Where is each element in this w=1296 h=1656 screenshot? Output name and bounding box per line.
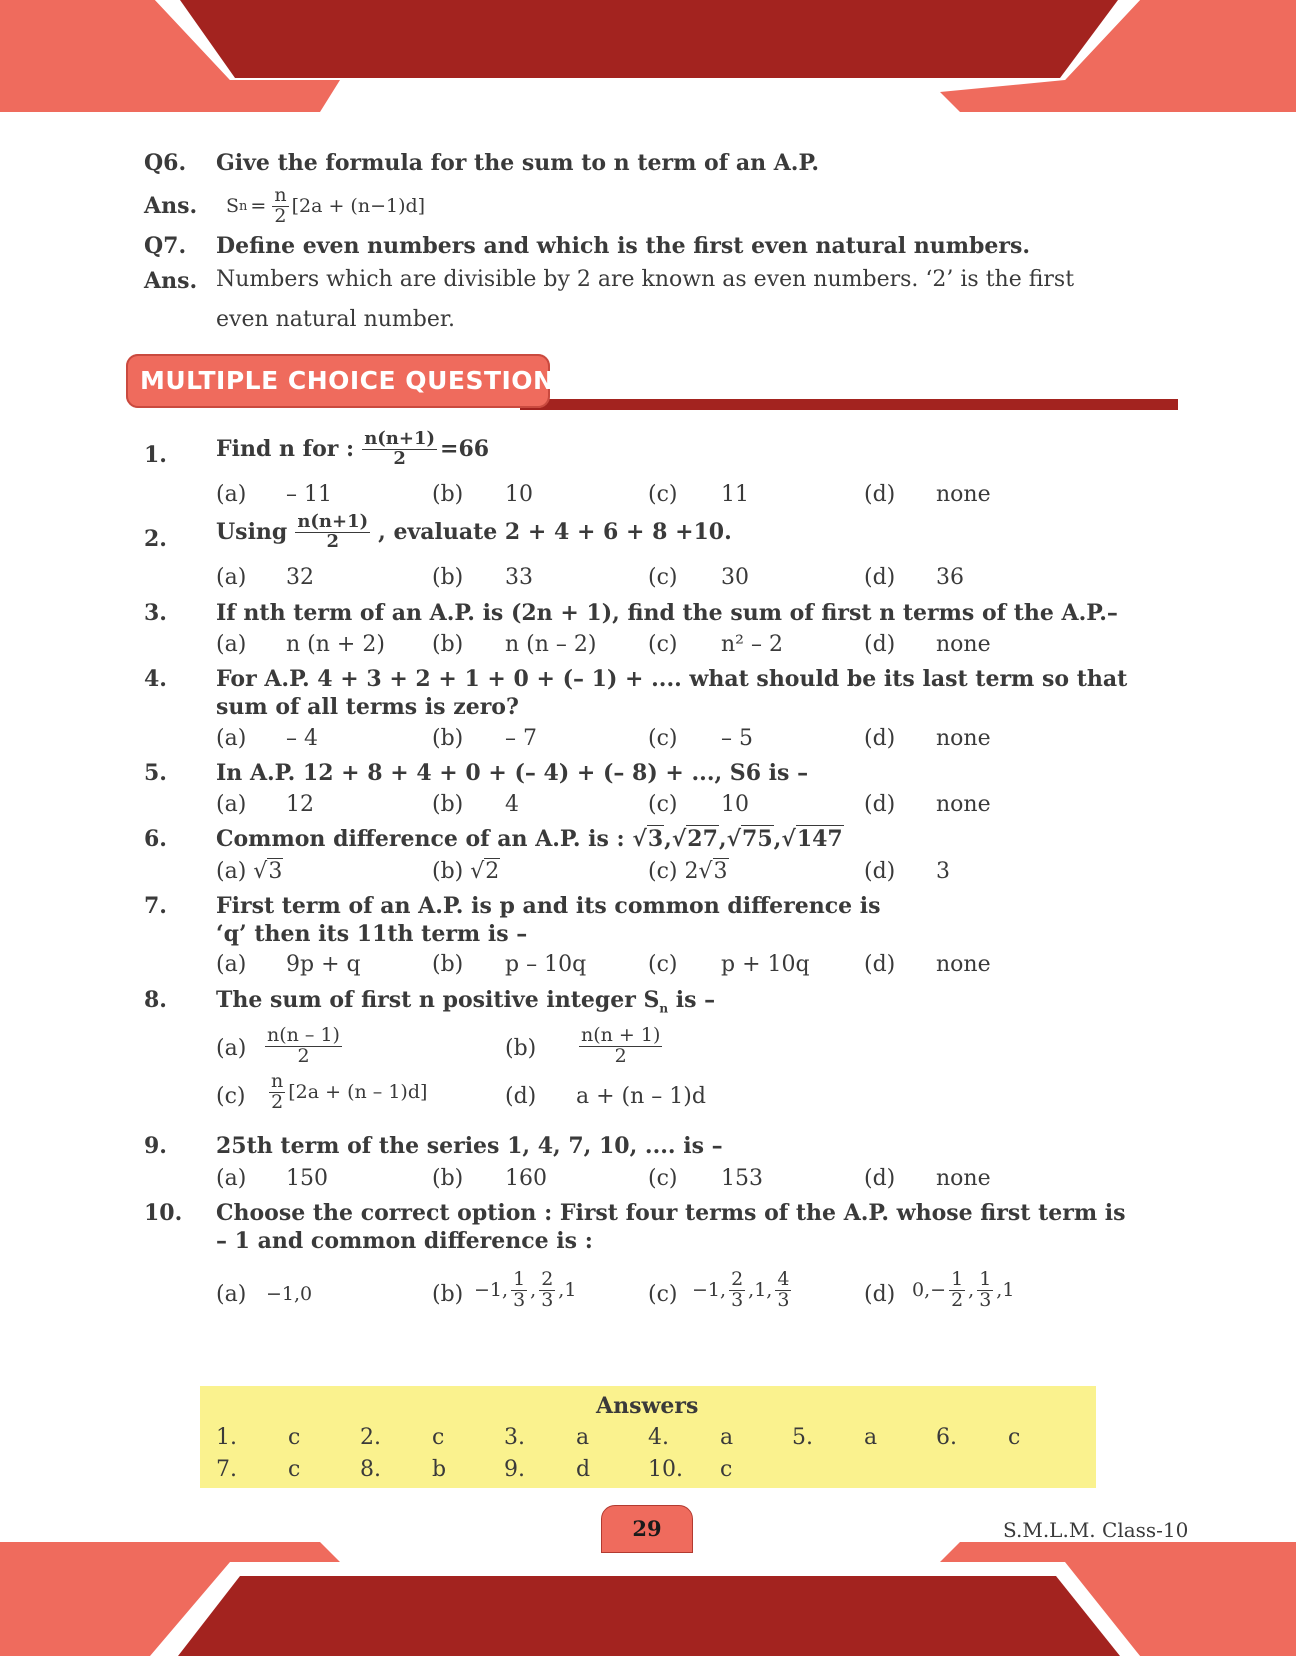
seq-text: ,1 — [996, 1279, 1015, 1302]
option-b-value: 160 — [505, 1166, 547, 1191]
option-label: (b) — [432, 859, 464, 884]
answer-num: 8. — [360, 1457, 381, 1482]
fraction-num: 1 — [513, 1268, 526, 1290]
fraction-num: 2 — [541, 1268, 554, 1290]
option-b-value: 4 — [505, 792, 519, 817]
question-text: In A.P. 12 + 8 + 4 + 0 + (– 4) + (– 8) + ..., S6 is – — [216, 760, 809, 786]
option-a-fraction — [262, 1026, 345, 1067]
question-number: 8. — [144, 987, 167, 1013]
option-b-label: (b) — [432, 482, 464, 507]
answer-letter: c — [432, 1425, 445, 1450]
answers-title: Answers — [596, 1393, 699, 1419]
option-c-value: 30 — [721, 565, 749, 590]
option-a-label: (a) — [216, 1036, 247, 1061]
question-prefix: Find n for : — [216, 436, 355, 463]
question-suffix: =66 — [440, 436, 490, 463]
option-c-value: p + 10q — [721, 952, 810, 977]
question-number: 3. — [144, 600, 167, 626]
option-c-value: 11 — [721, 482, 749, 507]
option-d-value: none — [936, 482, 991, 507]
question-text: First term of an A.P. is p and its common difference is — [216, 893, 881, 919]
answer-letter: a — [720, 1425, 734, 1450]
option-c-value: n² – 2 — [721, 632, 783, 657]
answer-num: 6. — [936, 1425, 957, 1450]
seq-text: −1, — [474, 1279, 509, 1302]
question-text — [216, 513, 732, 552]
question-text: For A.P. 4 + 3 + 2 + 1 + 0 + (– 1) + .... what should be its last term so that — [216, 666, 1128, 692]
question-prefix: Using — [216, 519, 288, 546]
q7-ans-line2: even natural number. — [216, 307, 455, 332]
option-c-value: – 5 — [721, 726, 753, 751]
question-text: Choose the correct option : First four terms of the A.P. whose first term is — [216, 1200, 1126, 1226]
seq-text: , — [530, 1279, 537, 1302]
option-a-value: – 11 — [286, 482, 332, 507]
question-number: 9. — [144, 1133, 167, 1159]
fraction-den: 2 — [614, 1044, 627, 1067]
option-label: (c) 2 — [648, 859, 699, 884]
answer-num: 1. — [216, 1425, 237, 1450]
answer-num: 7. — [216, 1457, 237, 1482]
answer-letter: b — [432, 1457, 447, 1482]
question-text: 25th term of the series 1, 4, 7, 10, .... is – — [216, 1133, 723, 1159]
option-a-label: (a) — [216, 792, 247, 817]
option-b-label: (b) — [432, 1282, 464, 1307]
q6-ans-label: Ans. — [144, 193, 198, 219]
option-b-value: – 7 — [505, 726, 537, 751]
option-b-fraction — [576, 1026, 665, 1067]
option-a: (a) √3 — [216, 859, 283, 884]
question-text: If nth term of an A.P. is (2n + 1), find the sum of first n terms of the A.P.– — [216, 600, 1118, 626]
sqrt-term: √3 — [632, 826, 664, 852]
option-a-value: n (n + 2) — [286, 632, 385, 657]
option-b-label: (b) — [432, 1166, 464, 1191]
q7-text: Define even numbers and which is the first even natural numbers. — [216, 233, 1031, 259]
radicand: 3 — [268, 859, 283, 884]
option-d-label: (d) — [864, 859, 896, 884]
option-c-label: (c) — [648, 565, 678, 590]
option-d-value: none — [936, 632, 991, 657]
radicand: 3 — [713, 859, 728, 884]
option-c-label: (c) — [216, 1084, 246, 1109]
fraction-den: 2 — [326, 530, 339, 552]
option-b-label: (b) — [432, 632, 464, 657]
q7-label: Q7. — [144, 233, 187, 259]
radicand: 27 — [687, 826, 718, 852]
option-a-label: (a) — [216, 632, 247, 657]
option-d-label: (d) — [864, 632, 896, 657]
option-d-label: (d) — [864, 726, 896, 751]
option-d-value: none — [936, 1166, 991, 1191]
option-b-value: p – 10q — [505, 952, 587, 977]
fraction-num: 2 — [731, 1268, 744, 1290]
fraction-num: 1 — [979, 1268, 992, 1290]
answer-num: 4. — [648, 1425, 669, 1450]
section-rule — [520, 399, 1178, 410]
option-b-value: 10 — [505, 482, 533, 507]
question-prefix: Common difference of an A.P. is : — [216, 826, 625, 852]
option-a-label: (a) — [216, 1282, 247, 1307]
fraction-num: n(n+1) — [297, 511, 369, 532]
footer-class-label: S.M.L.M. Class-10 — [1003, 1518, 1189, 1542]
question-prefix: The sum of first n positive integer S — [216, 987, 660, 1013]
q7-ans-line1: Numbers which are divisible by 2 are known as even numbers. ‘2’ is the first — [216, 267, 1075, 292]
option-a-value: 9p + q — [286, 952, 361, 977]
answer-letter: c — [288, 1457, 301, 1482]
option-d-value — [912, 1270, 1014, 1311]
option-a-label: (a) — [216, 482, 247, 507]
seq-text: −1, — [692, 1279, 727, 1302]
question-number: 2. — [144, 526, 167, 552]
answer-letter: d — [576, 1457, 591, 1482]
option-c-label: (c) — [648, 1282, 678, 1307]
answer-num: 10. — [648, 1457, 683, 1482]
fraction-den: 3 — [731, 1288, 744, 1311]
option-c-label: (c) — [648, 1166, 678, 1191]
answer-letter: a — [576, 1425, 590, 1450]
option-c-label: (c) — [648, 792, 678, 817]
fraction-den: 3 — [513, 1288, 526, 1311]
seq-text: ,1, — [748, 1279, 773, 1302]
option-d-value: none — [936, 952, 991, 977]
question-number: 6. — [144, 826, 167, 852]
option-b-label: (b) — [432, 726, 464, 751]
option-c: (c) 2√3 — [648, 859, 728, 884]
fraction-num: 1 — [951, 1268, 964, 1290]
option-a-value: 12 — [286, 792, 314, 817]
q6-text: Give the formula for the sum to n term of an A.P. — [216, 150, 820, 176]
option-label: (a) — [216, 859, 247, 884]
answer-num: 5. — [792, 1425, 813, 1450]
option-c-formula: $\frac{n}{2}$ [ 2a + (n – 1)d ] — [271, 1070, 428, 1113]
fraction-den: 2 — [951, 1288, 964, 1311]
footer-banner — [0, 1540, 1296, 1656]
option-c-label: (c) — [648, 482, 678, 507]
answer-num: 9. — [504, 1457, 525, 1482]
question-text — [216, 430, 489, 469]
radicand: 75 — [742, 826, 773, 852]
question-number: 4. — [144, 666, 167, 692]
answer-letter: c — [288, 1425, 301, 1450]
option-d-value: 3 — [936, 859, 950, 884]
option-d-label: (d) — [864, 1282, 896, 1307]
q7-ans-label: Ans. — [144, 268, 198, 294]
question-sub: n — [659, 1001, 669, 1016]
option-d-label: (d) — [864, 482, 896, 507]
fraction-num: n(n – 1) — [267, 1024, 340, 1046]
option-a-value: – 4 — [286, 726, 318, 751]
option-a-label: (a) — [216, 1166, 247, 1191]
answer-num: 3. — [504, 1425, 525, 1450]
option-a-label: (a) — [216, 952, 247, 977]
option-c-value: 153 — [721, 1166, 763, 1191]
section-title: MULTIPLE CHOICE QUESTIONS — [140, 366, 573, 395]
option-c-label: (c) — [648, 632, 678, 657]
question-text — [216, 987, 715, 1015]
answer-letter: a — [864, 1425, 878, 1450]
option-d-label: (d) — [864, 952, 896, 977]
option-c-label: (c) — [648, 726, 678, 751]
answer-num: 2. — [360, 1425, 381, 1450]
option-c-value — [692, 1270, 794, 1311]
fraction-den: 2 — [297, 1044, 310, 1067]
option-d-label: (d) — [864, 792, 896, 817]
seq-text: 0,− — [912, 1279, 947, 1302]
fraction-den: 3 — [777, 1288, 790, 1311]
option-b-value — [474, 1270, 576, 1311]
answer-letter: c — [720, 1457, 733, 1482]
radicand: 2 — [485, 859, 500, 884]
seq-text: , — [968, 1279, 975, 1302]
option-d-label: (d) — [505, 1084, 537, 1109]
fraction-num: n(n+1) — [364, 428, 436, 449]
option-a-label: (a) — [216, 565, 247, 590]
option-d-value: none — [936, 792, 991, 817]
seq-text: ,1 — [558, 1279, 577, 1302]
radicand: 3 — [647, 826, 664, 852]
fraction-den: 3 — [541, 1288, 554, 1311]
question-number: 7. — [144, 893, 167, 919]
formula-lhs: S — [226, 195, 240, 218]
option-d-label: (d) — [864, 1166, 896, 1191]
formula-bracket: 2a + (n−1)d — [299, 195, 418, 218]
question-text: Common difference of an A.P. is : √3,√27,√75,√147 — [216, 826, 843, 852]
option-b-label: (b) — [432, 792, 464, 817]
question-number: 10. — [144, 1200, 183, 1226]
option-b: (b) √2 — [432, 859, 500, 884]
question-suffix: is – — [668, 987, 716, 1013]
fraction-num: 4 — [777, 1268, 790, 1290]
option-a-value: 32 — [286, 565, 314, 590]
header-banner — [0, 0, 1296, 115]
option-c-label: (c) — [648, 952, 678, 977]
question-number: 5. — [144, 760, 167, 786]
q6-label: Q6. — [144, 150, 187, 176]
question-text-line2: sum of all terms is zero? — [216, 694, 519, 720]
question-suffix: , evaluate 2 + 4 + 6 + 8 +10. — [378, 519, 732, 546]
formula-eq: = — [250, 195, 267, 218]
page-number: 29 — [601, 1505, 693, 1553]
fraction-num: n(n + 1) — [581, 1024, 661, 1046]
option-b-value: n (n – 2) — [505, 632, 597, 657]
formula-den: 2 — [274, 204, 287, 227]
fraction-num: n — [271, 1070, 284, 1092]
option-b-label: (b) — [432, 952, 464, 977]
fraction-den: 2 — [271, 1090, 284, 1113]
option-b-label: (b) — [432, 565, 464, 590]
option-d-value: 36 — [936, 565, 964, 590]
radicand: 147 — [796, 826, 843, 852]
option-c-value: 10 — [721, 792, 749, 817]
bracket-expr: 2a + (n – 1)d — [295, 1081, 420, 1104]
option-b-label: (b) — [505, 1036, 537, 1061]
formula-num: n — [274, 184, 287, 206]
formula-sub: n — [239, 198, 248, 214]
q6-formula: S n = $\frac{n}{2}$ [ 2a + (n−1)d ] — [226, 184, 426, 227]
option-a-value: −1,0 — [266, 1283, 313, 1305]
answer-letter: c — [1008, 1425, 1021, 1450]
option-a-label: (a) — [216, 726, 247, 751]
question-text-line2: ‘q’ then its 11th term is – — [216, 921, 528, 947]
question-text-line2: – 1 and common difference is : — [216, 1228, 593, 1254]
question-number: 1. — [144, 442, 167, 468]
fraction-den: 3 — [979, 1288, 992, 1311]
option-d-value: none — [936, 726, 991, 751]
option-d-value: a + (n – 1)d — [576, 1084, 706, 1109]
fraction-den: 2 — [393, 447, 406, 469]
option-a-value: 150 — [286, 1166, 328, 1191]
option-d-label: (d) — [864, 565, 896, 590]
option-b-value: 33 — [505, 565, 533, 590]
